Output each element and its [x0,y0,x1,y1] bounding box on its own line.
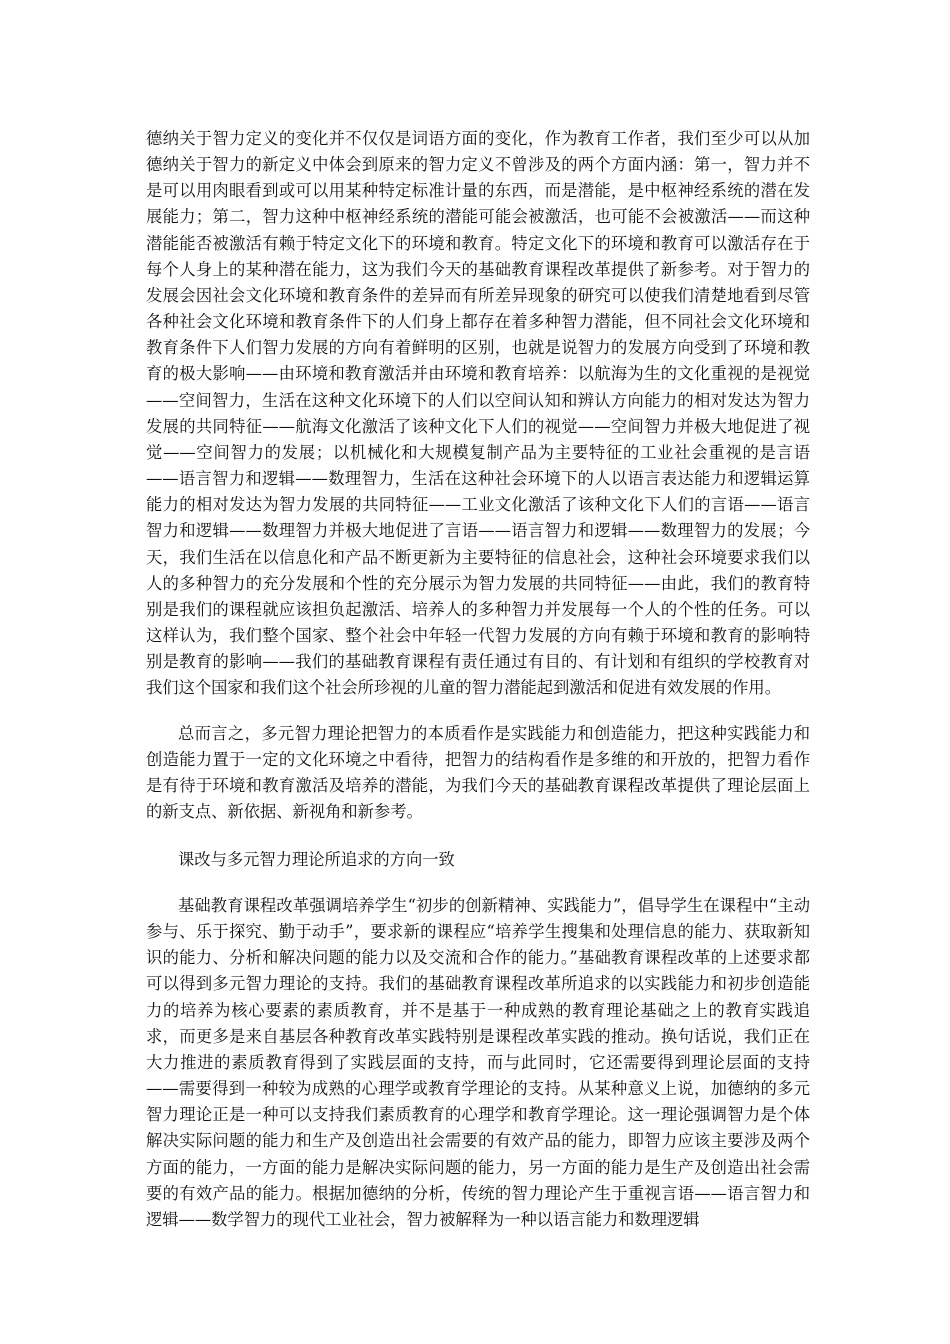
body-paragraph-1: 德纳关于智力定义的变化并不仅仅是词语方面的变化，作为教育工作者，我们至少可以从加德纳关于智力的新定义中体会到原来的智力定义不曾涉及的两个方面内涵：第一，智力并不是可以用肉眼看到或可以用某种特定标准计量的东西，而是潜能，是中枢神经系统的潜在发展能力；第二，智力这种中枢神经系统的潜能可能会被激活，也可能不会被激活——而这种潜能能否被激活有赖于特定文化下的环境和教育。特定文化下的环境和教育可以激活存在于每个人身上的某种潜在能力，这为我们今天的基础教育课程改革提供了新参考。对于智力的发展会因社会文化环境和教育条件的差异而有所差异现象的研究可以使我们清楚地看到尽管各种社会文化环境和教育条件下的人们身上都存在着多种智力潜能，但不同社会文化环境和教育条件下人们智力发展的方向有着鲜明的区别，也就是说智力的发展方向受到了环境和教育的极大影响——由环境和教育激活并由环境和教育培养：以航海为生的文化重视的是视觉——空间智力，生活在这种文化环境下的人们以空间认知和辨认方向能力的相对发达为智力发展的共同特征——航海文化激活了该种文化下人们的视觉——空间智力并极大地促进了视觉——空间智力的发展；以机械化和大规模复制产品为主要特征的工业社会重视的是言语——语言智力和逻辑——数理智力，生活在这种社会环境下的人以语言表达能力和逻辑运算能力的相对发达为智力发展的共同特征——工业文化激活了该种文化下人们的言语——语言智力和逻辑——数理智力并极大地促进了言语——语言智力和逻辑——数理智力的发展；今天，我们生活在以信息化和产品不断更新为主要特征的信息社会，这种社会环境要求我们以人的多种智力的充分发展和个性的充分展示为智力发展的共同特征——由此，我们的教育特别是我们的课程就应该担负起激活、培养人的多种智力并发展每一个人的个性的任务。可以这样认为，我们整个国家、整个社会中年轻一代智力发展的方向有赖于环境和教育的影响特别是教育的影响——我们的基础教育课程有责任通过有目的、有计划和有组织的学校教育对我们这个国家和我们这个社会所珍视的儿童的智力潜能起到激活和促进有效发展的作用。 [146,129,810,698]
section-heading: 课改与多元智力理论所追求的方向一致 [178,850,455,869]
body-paragraph-2: 总而言之，多元智力理论把智力的本质看作是实践能力和创造能力，把这种实践能力和创造能力置于一定的文化环境之中看待，把智力的结构看作是多维的和开放的，把智力看作是有待于环境和教育激活及培养的潜能，为我们今天的基础教育课程改革提供了理论层面上的新支点、新依据、新视角和新参考。 [146,724,810,822]
body-paragraph-3: 基础教育课程改革强调培养学生“初步的创新精神、实践能力”，倡导学生在课程中“主动参与、乐于探究、勤于动手”，要求新的课程应“培养学生搜集和处理信息的能力、获取新知识的能力、分析和解决问题的能力以及交流和合作的能力。”基础教育课程改革的上述要求都可以得到多元智力理论的支持。我们的基础教育课程改革所追求的以实践能力和初步创造能力的培养为核心要素的素质教育，并不是基于一种成熟的教育理论基础之上的教育实践追求，而更多是来自基层各种教育改革实践特别是课程改革实践的推动。换句话说，我们正在大力推进的素质教育得到了实践层面的支持，而与此同时，它还需要得到理论层面的支持——需要得到一种较为成熟的心理学或教育学理论的支持。从某种意义上说，加德纳的多元智力理论正是一种可以支持我们素质教育的心理学和教育学理论。这一理论强调智力是个体解决实际问题的能力和生产及创造出社会需要的有效产品的能力，即智力应该主要涉及两个方面的能力，一方面的能力是解决实际问题的能力，另一方面的能力是生产及创造出社会需要的有效产品的能力。根据加德纳的分析，传统的智力理论产生于重视言语——语言智力和逻辑——数学智力的现代工业社会，智力被解释为一种以语言能力和数理逻辑 [146,896,810,1229]
